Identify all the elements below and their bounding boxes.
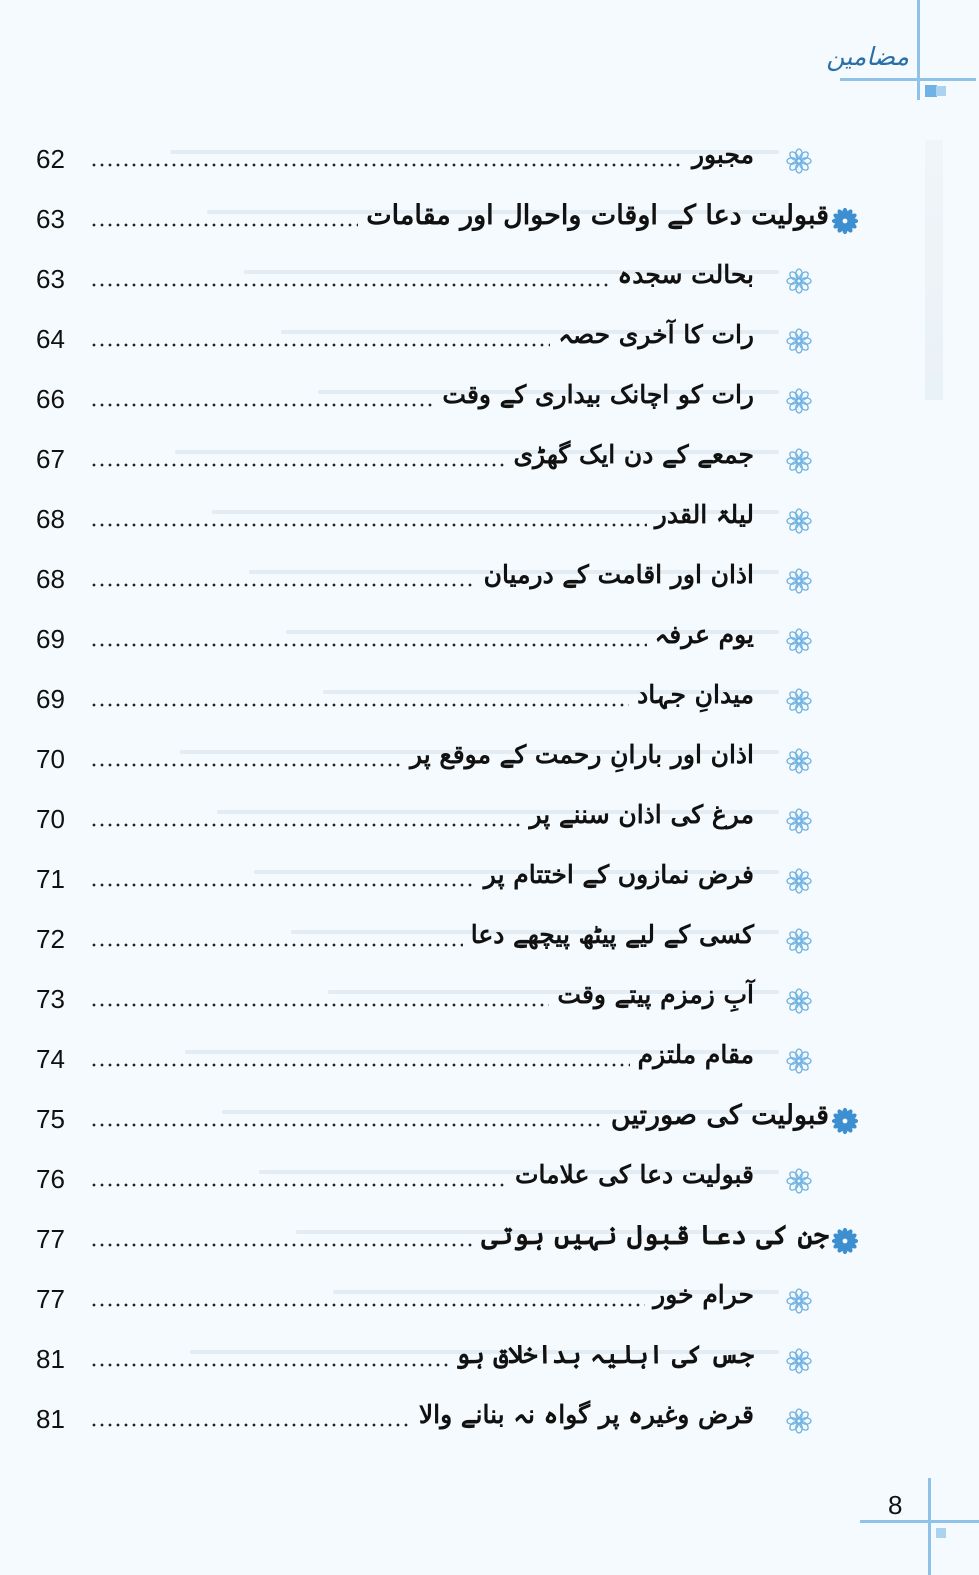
toc-subsection-title: مجبور <box>691 140 754 169</box>
toc-dot-leader <box>90 222 358 228</box>
toc-dot-leader <box>90 582 476 588</box>
flower-bullet-outline-icon <box>786 688 812 714</box>
toc-entry[interactable] <box>0 860 979 920</box>
flower-bullet-outline-icon <box>786 148 812 174</box>
toc-entry[interactable] <box>0 1220 979 1280</box>
toc-dot-leader <box>90 1182 507 1188</box>
toc-page-number: 69 <box>36 684 65 714</box>
flower-bullet-outline-icon <box>786 868 812 894</box>
toc-page-number: 66 <box>36 384 65 414</box>
toc-entry[interactable] <box>0 1160 979 1220</box>
toc-subsection-title: اذان اور بارانِ رحمت کے موقع پر <box>409 740 754 769</box>
toc-entry[interactable] <box>0 1100 979 1160</box>
toc-entry[interactable] <box>0 200 979 260</box>
toc-page-number: 68 <box>36 504 65 534</box>
toc-entry[interactable] <box>0 680 979 740</box>
toc-dot-leader <box>90 642 647 648</box>
toc-page-number: 63 <box>36 264 65 294</box>
toc-entry[interactable] <box>0 560 979 620</box>
flower-bullet-filled-icon <box>832 208 858 234</box>
toc-subsection-title: مقام ملتزم <box>637 1040 754 1069</box>
toc-dot-leader <box>90 522 647 528</box>
toc-dot-leader <box>90 882 476 888</box>
toc-entry[interactable] <box>0 140 979 200</box>
toc-subsection-title: رات کو اچانک بیداری کے وقت <box>442 380 754 409</box>
toc-dot-leader <box>90 1002 549 1008</box>
toc-subsection-title: اذان اور اقامت کے درمیان <box>483 560 754 589</box>
toc-entry[interactable] <box>0 1340 979 1400</box>
toc-dot-leader <box>90 1362 448 1368</box>
toc-page-number: 77 <box>36 1284 65 1314</box>
toc-entry[interactable] <box>0 500 979 560</box>
toc-entry[interactable] <box>0 1400 979 1460</box>
footer-vertical-rule <box>928 1478 931 1575</box>
toc-subsection-title: جس کی اہلیہ بداخلاق ہو <box>455 1340 754 1369</box>
toc-entry[interactable] <box>0 320 979 380</box>
page-number: 8 <box>888 1490 903 1520</box>
toc-entry[interactable] <box>0 800 979 860</box>
toc-page-number: 74 <box>36 1044 65 1074</box>
toc-page-number: 81 <box>36 1404 65 1434</box>
flower-bullet-outline-icon <box>786 388 812 414</box>
toc-dot-leader <box>90 162 684 168</box>
toc-dot-leader <box>90 402 434 408</box>
flower-bullet-outline-icon <box>786 328 812 354</box>
toc-entry[interactable] <box>0 440 979 500</box>
toc-page-number: 64 <box>36 324 65 354</box>
toc-page-number: 69 <box>36 624 65 654</box>
flower-bullet-outline-icon <box>786 928 812 954</box>
toc-subsection-title: مرغ کی اذان سننے پر <box>529 800 754 829</box>
toc-dot-leader <box>90 1422 411 1428</box>
flower-bullet-outline-icon <box>786 568 812 594</box>
toc-subsection-title: یوم عرفہ <box>654 620 754 649</box>
toc-subsection-title: میدانِ جہاد <box>637 680 754 709</box>
toc-page-number: 76 <box>36 1164 65 1194</box>
toc-page-number: 70 <box>36 744 65 774</box>
toc-page-number: 75 <box>36 1104 65 1134</box>
toc-dot-leader <box>90 282 610 288</box>
flower-bullet-outline-icon <box>786 508 812 534</box>
toc-page-number: 67 <box>36 444 65 474</box>
toc-subsection-title: کسی کے لیے پیٹھ پیچھے دعا <box>470 920 754 949</box>
header-vertical-rule <box>917 0 920 100</box>
footer-square-ornament <box>936 1528 946 1538</box>
toc-page-number: 73 <box>36 984 65 1014</box>
toc-entry[interactable] <box>0 260 979 320</box>
flower-bullet-outline-icon <box>786 268 812 294</box>
toc-subsection-title: قبولیت دعا کی علامات <box>514 1160 754 1189</box>
toc-entry[interactable] <box>0 1040 979 1100</box>
toc-section-title: قبولیت دعا کے اوقات واحوال اور مقامات <box>366 200 829 231</box>
toc-dot-leader <box>90 942 463 948</box>
flower-bullet-outline-icon <box>786 628 812 654</box>
toc-subsection-title: آبِ زمزم پیتے وقت <box>557 980 754 1009</box>
flower-bullet-outline-icon <box>786 748 812 774</box>
toc-dot-leader <box>90 1062 630 1068</box>
flower-bullet-outline-icon <box>786 808 812 834</box>
toc-entry[interactable] <box>0 740 979 800</box>
toc-entry[interactable] <box>0 920 979 980</box>
header-title: مضامین <box>826 42 909 71</box>
toc-subsection-title: لیلۃ القدر <box>654 500 754 529</box>
toc-page-number: 68 <box>36 564 65 594</box>
toc-page-number: 72 <box>36 924 65 954</box>
toc-entry[interactable] <box>0 380 979 440</box>
toc-section-title: قبولیت کی صورتیں <box>610 1100 829 1131</box>
flower-bullet-filled-icon <box>832 1108 858 1134</box>
toc-subsection-title: حرام خور <box>653 1280 754 1309</box>
toc-dot-leader <box>90 1302 645 1308</box>
toc-page-number: 70 <box>36 804 65 834</box>
toc-subsection-title: رات کا آخری حصہ <box>558 320 754 349</box>
toc-page-number: 71 <box>36 864 65 894</box>
toc-entry[interactable] <box>0 1280 979 1340</box>
flower-bullet-outline-icon <box>786 1288 812 1314</box>
toc-entry[interactable] <box>0 980 979 1040</box>
toc-subsection-title: فرض نمازوں کے اختتام پر <box>483 860 754 889</box>
toc-entry[interactable] <box>0 620 979 680</box>
toc-subsection-title: بحالت سجدہ <box>617 260 754 289</box>
toc-subsection-title: قرض وغیرہ پر گواہ نہ بنانے والا <box>418 1400 754 1429</box>
header-horizontal-rule <box>840 78 976 81</box>
flower-bullet-outline-icon <box>786 1348 812 1374</box>
toc-section-title: جن کی دعا قبول نہیں ہوتی <box>481 1220 829 1251</box>
flower-bullet-outline-icon <box>786 1408 812 1434</box>
flower-bullet-outline-icon <box>786 448 812 474</box>
header-square-ornament-light <box>936 86 946 96</box>
footer-horizontal-rule <box>860 1520 979 1523</box>
flower-bullet-filled-icon <box>832 1228 858 1254</box>
toc-dot-leader <box>90 1242 473 1248</box>
flower-bullet-outline-icon <box>786 1168 812 1194</box>
toc-dot-leader <box>90 702 629 708</box>
toc-dot-leader <box>90 822 522 828</box>
toc-dot-leader <box>90 762 402 768</box>
toc-dot-leader <box>90 462 505 468</box>
flower-bullet-outline-icon <box>786 1048 812 1074</box>
flower-bullet-outline-icon <box>786 988 812 1014</box>
toc-dot-leader <box>90 1122 603 1128</box>
toc-dot-leader <box>90 342 550 348</box>
toc-page-number: 81 <box>36 1344 65 1374</box>
toc-subsection-title: جمعے کے دن ایک گھڑی <box>513 440 754 469</box>
toc-page-number: 62 <box>36 144 65 174</box>
toc-page-number: 63 <box>36 204 65 234</box>
toc-page-number: 77 <box>36 1224 65 1254</box>
